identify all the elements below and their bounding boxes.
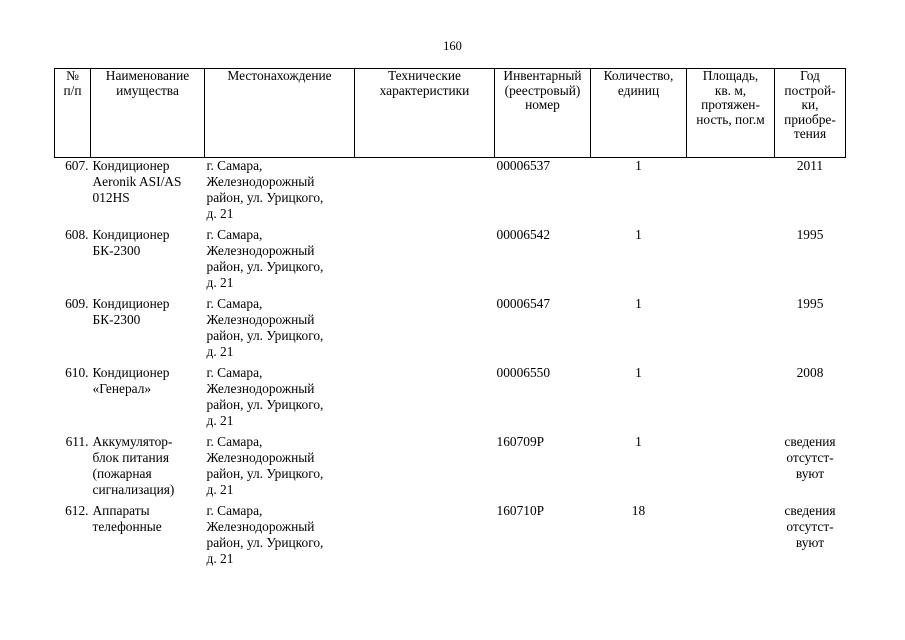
cell-quantity: 1 xyxy=(635,227,642,242)
cell-number: 608. xyxy=(65,227,89,242)
cell-quantity: 1 xyxy=(635,434,642,449)
cell-specs xyxy=(355,158,495,228)
header-quantity: Количество, единиц xyxy=(591,69,687,158)
table-header xyxy=(55,69,846,158)
cell-inventory: 160709Р xyxy=(496,434,545,449)
table-row xyxy=(55,503,846,572)
cell-area xyxy=(687,434,775,503)
header-number: № п/п xyxy=(55,69,91,158)
cell-area xyxy=(687,365,775,434)
page-number: 160 xyxy=(443,39,462,53)
table-row xyxy=(55,365,846,434)
cell-specs xyxy=(355,503,495,572)
table-row xyxy=(55,158,846,228)
cell-number: 612. xyxy=(65,503,89,518)
cell-name: Аккумулятор- блок питания (пожарная сигнализация) xyxy=(92,434,175,497)
cell-year: 1995 xyxy=(796,227,824,242)
cell-quantity: 1 xyxy=(635,158,642,173)
property-register-table xyxy=(54,68,846,572)
cell-specs xyxy=(355,434,495,503)
cell-location: г. Самара, Железнодорожный район, ул. Урицкого, д. 21 xyxy=(206,365,324,428)
cell-number: 611. xyxy=(65,434,89,449)
table-row xyxy=(55,227,846,296)
cell-year: 1995 xyxy=(796,296,824,311)
cell-inventory: 00006537 xyxy=(496,158,551,173)
table-body xyxy=(55,158,846,573)
cell-area xyxy=(687,296,775,365)
header-location: Местонахождение xyxy=(205,69,355,158)
header-specs: Технические характеристики xyxy=(355,69,495,158)
cell-quantity: 18 xyxy=(631,503,646,518)
cell-location: г. Самара, Железнодорожный район, ул. Урицкого, д. 21 xyxy=(206,434,324,497)
header-year: Год построй- ки, приобре- тения xyxy=(775,69,846,158)
cell-location: г. Самара, Железнодорожный район, ул. Урицкого, д. 21 xyxy=(206,296,324,359)
cell-area xyxy=(687,158,775,228)
cell-year: сведения отсутст- вуют xyxy=(784,503,836,550)
cell-inventory: 00006547 xyxy=(496,296,551,311)
cell-location: г. Самара, Железнодорожный район, ул. Урицкого, д. 21 xyxy=(206,503,324,566)
cell-area xyxy=(687,503,775,572)
cell-year: 2011 xyxy=(796,158,824,173)
cell-inventory: 00006542 xyxy=(496,227,551,242)
cell-number: 607. xyxy=(65,158,89,173)
cell-inventory: 00006550 xyxy=(496,365,551,380)
header-row xyxy=(55,69,846,158)
cell-name: Кондиционер «Генерал» xyxy=(92,365,170,396)
cell-name: Аппараты телефонные xyxy=(92,503,162,534)
cell-year: 2008 xyxy=(796,365,824,380)
cell-location: г. Самара, Железнодорожный район, ул. Урицкого, д. 21 xyxy=(206,158,324,221)
cell-number: 609. xyxy=(65,296,89,311)
header-area: Площадь, кв. м, протяжен- ность, пог.м xyxy=(687,69,775,158)
cell-specs xyxy=(355,227,495,296)
cell-location: г. Самара, Железнодорожный район, ул. Урицкого, д. 21 xyxy=(206,227,324,290)
table-row xyxy=(55,296,846,365)
cell-specs xyxy=(355,296,495,365)
table-row xyxy=(55,434,846,503)
cell-specs xyxy=(355,365,495,434)
cell-name: Кондиционер Aeronik ASI/AS 012HS xyxy=(92,158,182,205)
header-inventory: Инвентарный (реестровый) номер xyxy=(495,69,591,158)
cell-name: Кондиционер БК-2300 xyxy=(92,296,170,327)
cell-inventory: 160710Р xyxy=(496,503,545,518)
cell-name: Кондиционер БК-2300 xyxy=(92,227,170,258)
header-name: Наименование имущества xyxy=(91,69,205,158)
cell-quantity: 1 xyxy=(635,296,642,311)
cell-number: 610. xyxy=(65,365,89,380)
cell-quantity: 1 xyxy=(635,365,642,380)
cell-year: сведения отсутст- вуют xyxy=(784,434,836,481)
cell-area xyxy=(687,227,775,296)
